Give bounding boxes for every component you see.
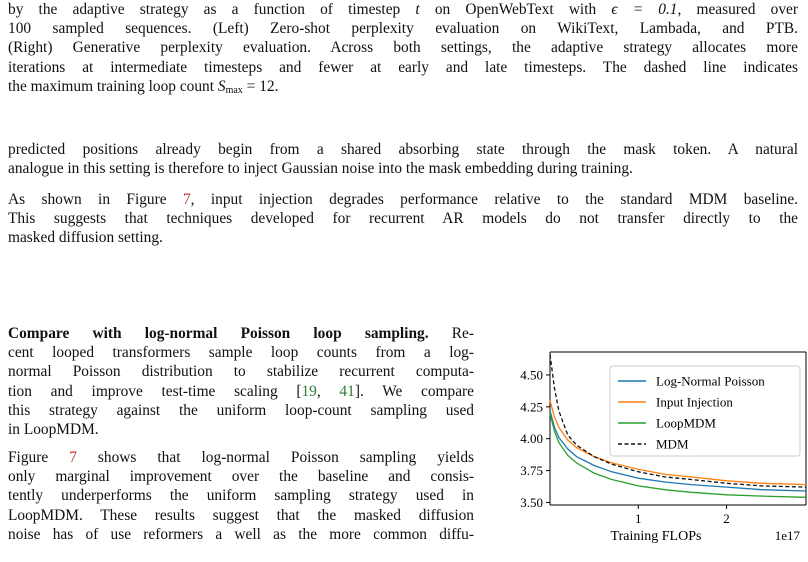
figure-7-chart bbox=[486, 344, 808, 557]
y-ticks bbox=[520, 367, 550, 510]
math-subscript: max bbox=[225, 84, 243, 96]
chart-legend bbox=[610, 366, 800, 456]
paragraph-text: Re- bbox=[451, 325, 474, 342]
math-t: t bbox=[415, 1, 420, 18]
caption-text: by the adaptive strategy as a function of timestep bbox=[8, 1, 416, 18]
paragraph-line: tently underperforms the uniform sampling strategy used in bbox=[8, 487, 474, 505]
caption-line bbox=[8, 0, 798, 19]
citation-link[interactable]: 41 bbox=[339, 382, 355, 400]
paragraph-line: cent looped transformers sample loop counts from a log- bbox=[8, 344, 474, 362]
paragraph-line bbox=[8, 324, 474, 343]
paragraph-line: normal Poisson distribution to stabilize recurrent computa- bbox=[8, 363, 474, 381]
paragraph-line: This suggests that techniques developed for recurrent AR models do not transfer directly to the bbox=[8, 210, 798, 228]
x-axis-label: Training FLOPs bbox=[610, 529, 702, 544]
caption-text: , measured over bbox=[677, 1, 798, 18]
y-tick-label: 4.50 bbox=[520, 367, 543, 383]
x-tick-label: 1 bbox=[635, 511, 642, 526]
y-tick-label: 3.50 bbox=[520, 494, 543, 510]
caption-text: on OpenWebText with bbox=[419, 1, 612, 18]
citation-link[interactable]: 19 bbox=[301, 382, 317, 400]
paragraph-line: analogue in this setting is therefore to inject Gaussian noise into the mask embedding during training. bbox=[8, 160, 633, 178]
y-tick-label: 4.25 bbox=[520, 399, 543, 415]
section-heading: Compare with log-normal Poisson loop sampling. bbox=[8, 325, 429, 342]
caption-line: (Right) Generative perplexity evaluation. Across both settings, the adaptive strategy allocates more bbox=[8, 39, 798, 57]
figure-ref-link[interactable]: 7 bbox=[182, 191, 191, 208]
legend-label: LoopMDM bbox=[656, 415, 716, 431]
paragraph-text: , bbox=[316, 382, 340, 400]
math-s: S bbox=[217, 77, 226, 95]
paragraph-text: , input injection degrades performance relative to the standard MDM baseline. bbox=[190, 191, 799, 208]
paragraph-line: in LoopMDM. bbox=[8, 421, 99, 439]
section-log-normal bbox=[8, 324, 474, 439]
paragraph-text: As shown in Figure bbox=[8, 191, 183, 208]
paragraph-text: shows that log-normal Poisson sampling yields bbox=[76, 449, 474, 466]
paragraph-line: masked diffusion setting. bbox=[8, 229, 163, 247]
training-flops-line-chart bbox=[486, 344, 808, 557]
paragraph-text: Figure bbox=[8, 449, 70, 466]
caption-line: 100 sampled sequences. (Left) Zero-shot perplexity evaluation on WikiText, Lambada, and PTB. bbox=[8, 20, 798, 38]
paragraph-line: noise has of use reformers a well as the more common diffu- bbox=[8, 525, 474, 543]
paragraph-text: ]. We compare bbox=[354, 382, 474, 400]
legend-label: Input Injection bbox=[656, 394, 733, 410]
math-epsilon: ϵ = 0.1 bbox=[611, 1, 678, 18]
paragraph-text: tion and improve test-time scaling [ bbox=[8, 382, 302, 400]
caption-text: = 12. bbox=[242, 77, 279, 95]
paragraph-input-injection bbox=[8, 190, 798, 248]
paragraph-line: this strategy against the uniform loop-count sampling used bbox=[8, 401, 474, 419]
caption-line: iterations at intermediate timesteps and fewer at early and late timesteps. The dashed line indicates bbox=[8, 58, 798, 76]
y-tick-label: 4.00 bbox=[520, 431, 543, 447]
paragraph-line bbox=[8, 190, 798, 209]
y-tick-label: 3.75 bbox=[520, 463, 543, 479]
figure-caption bbox=[8, 0, 798, 100]
paragraph-line bbox=[8, 382, 474, 401]
x-tick-label: 2 bbox=[723, 511, 730, 526]
paragraph-mask-token bbox=[8, 140, 798, 178]
x-axis-multiplier: 1e17 bbox=[774, 528, 800, 543]
legend-label: MDM bbox=[656, 436, 689, 452]
legend-label: Log-Normal Poisson bbox=[656, 373, 765, 389]
paragraph-line: predicted positions already begin from a shared absorbing state through the mask token. A natural bbox=[8, 141, 798, 158]
paragraph-line: only marginal improvement over the baseline and consis- bbox=[8, 468, 474, 486]
caption-line bbox=[8, 77, 798, 100]
x-ticks bbox=[635, 505, 730, 526]
figure-ref-link[interactable]: 7 bbox=[69, 449, 77, 466]
caption-text: the maximum training loop count bbox=[8, 77, 218, 95]
paragraph-line bbox=[8, 448, 474, 467]
section-log-normal-result bbox=[8, 448, 474, 544]
paragraph-line: LoopMDM. These results suggest that the masked diffusion bbox=[8, 506, 474, 524]
